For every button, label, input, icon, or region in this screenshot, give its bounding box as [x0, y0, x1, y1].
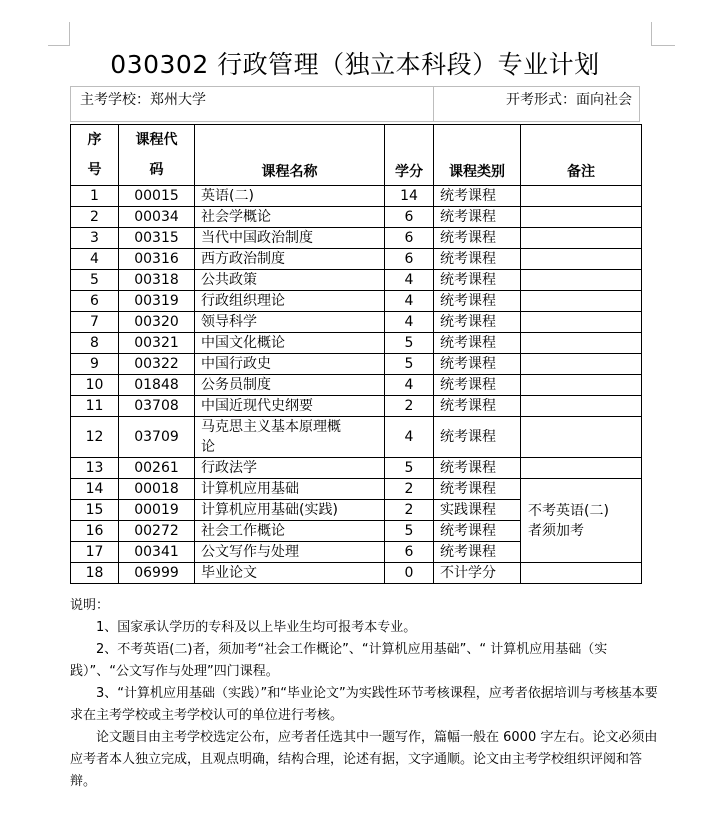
cell-category: 统考课程 — [434, 542, 521, 563]
crop-mark-left-h — [48, 45, 70, 46]
cell-credits: 2 — [385, 396, 434, 417]
cell-name: 毕业论文 — [195, 563, 385, 584]
cell-code: 00034 — [119, 207, 195, 228]
cell-code: 03708 — [119, 396, 195, 417]
cell-no: 9 — [71, 354, 119, 375]
cell-remark — [521, 249, 642, 270]
cell-no: 11 — [71, 396, 119, 417]
cell-name: 中国行政史 — [195, 354, 385, 375]
cell-credits: 2 — [385, 479, 434, 500]
cell-name-line1: 马克思主义基本原理概 — [201, 419, 341, 435]
cell-credits: 6 — [385, 228, 434, 249]
cell-category: 统考课程 — [434, 291, 521, 312]
cell-name: 领导科学 — [195, 312, 385, 333]
crop-mark-right-h — [651, 45, 675, 46]
header-category: 课程类别 — [434, 125, 521, 186]
cell-code: 00320 — [119, 312, 195, 333]
cell-no: 1 — [71, 186, 119, 207]
cell-code: 00261 — [119, 458, 195, 479]
table-row — [71, 417, 642, 458]
cell-code: 00322 — [119, 354, 195, 375]
cell-credits: 14 — [385, 186, 434, 207]
cell-category: 不计学分 — [434, 563, 521, 584]
cell-no: 13 — [71, 458, 119, 479]
cell-remark — [521, 396, 642, 417]
cell-category: 统考课程 — [434, 479, 521, 500]
cell-name: 英语(二) — [195, 186, 385, 207]
header-info-grid — [70, 86, 640, 122]
cell-name: 西方政治制度 — [195, 249, 385, 270]
cell-remark — [521, 186, 642, 207]
cell-category: 统考课程 — [434, 375, 521, 396]
table-row — [71, 312, 642, 333]
cell-category: 统考课程 — [434, 270, 521, 291]
cell-credits: 6 — [385, 207, 434, 228]
cell-name: 中国文化概论 — [195, 333, 385, 354]
cell-credits: 5 — [385, 521, 434, 542]
cell-name-line2: 论 — [201, 439, 215, 455]
note-item-1: 1、国家承认学历的专科及以上毕业生均可报考本专业。 — [96, 620, 417, 635]
cell-code: 01848 — [119, 375, 195, 396]
cell-credits: 4 — [385, 270, 434, 291]
cell-remark-merged — [521, 479, 642, 563]
cell-remark — [521, 458, 642, 479]
header-code-line2: 码 — [149, 162, 164, 178]
cell-no: 4 — [71, 249, 119, 270]
table-row — [71, 354, 642, 375]
cell-category: 统考课程 — [434, 458, 521, 479]
cell-name: 公文写作与处理 — [195, 542, 385, 563]
cell-name — [195, 417, 385, 458]
school-label: 主考学校：郑州大学 — [80, 92, 206, 108]
cell-name: 社会学概论 — [195, 207, 385, 228]
cell-category: 统考课程 — [434, 354, 521, 375]
table-row — [71, 249, 642, 270]
note-item-4: 论文题目由主考学校选定公布，应考者任选其中一题写作，篇幅一般在 6000 字左右。论文必须由应考者本人独立完成，且观点明确，结构合理，论述有据，文字通顺。论文由主考学校组织评阅和答辩。 — [70, 730, 658, 789]
cell-no: 2 — [71, 207, 119, 228]
table-row — [71, 186, 642, 207]
header-credits: 学分 — [385, 125, 434, 186]
cell-credits: 5 — [385, 354, 434, 375]
cell-code: 00319 — [119, 291, 195, 312]
cell-category: 统考课程 — [434, 207, 521, 228]
cell-name: 计算机应用基础(实践) — [195, 500, 385, 521]
cell-name: 当代中国政治制度 — [195, 228, 385, 249]
table-row — [71, 375, 642, 396]
header-seq — [71, 125, 119, 186]
cell-credits: 6 — [385, 249, 434, 270]
remark-line2: 者须加考 — [528, 522, 584, 539]
cell-remark — [521, 354, 642, 375]
remark-line1: 不考英语(二) — [528, 502, 609, 519]
header-code — [119, 125, 195, 186]
cell-remark — [521, 228, 642, 249]
cell-credits: 0 — [385, 563, 434, 584]
header-remark: 备注 — [521, 125, 642, 186]
cell-name: 中国近现代史纲要 — [195, 396, 385, 417]
cell-code: 00272 — [119, 521, 195, 542]
cell-category: 统考课程 — [434, 228, 521, 249]
note-item-2: 2、不考英语(二)者，须加考“社会工作概论”、“计算机应用基础”、“ 计算机应用基础（实践）”、“公文写作与处理”四门课程。 — [70, 642, 608, 679]
cell-category: 统考课程 — [434, 521, 521, 542]
cell-category: 实践课程 — [434, 500, 521, 521]
course-plan-table — [70, 124, 642, 584]
cell-no: 16 — [71, 521, 119, 542]
notes-heading: 说明： — [70, 598, 110, 613]
cell-credits: 4 — [385, 291, 434, 312]
cell-code: 00318 — [119, 270, 195, 291]
notes-section — [70, 595, 660, 793]
cell-name: 公务员制度 — [195, 375, 385, 396]
cell-remark — [521, 291, 642, 312]
cell-credits: 5 — [385, 458, 434, 479]
cell-code: 06999 — [119, 563, 195, 584]
cell-code: 00015 — [119, 186, 195, 207]
cell-name: 计算机应用基础 — [195, 479, 385, 500]
table-row — [71, 563, 642, 584]
cell-name: 公共政策 — [195, 270, 385, 291]
table-row — [71, 396, 642, 417]
table-row — [71, 291, 642, 312]
table-row — [71, 333, 642, 354]
crop-mark-left-v — [69, 22, 70, 46]
cell-name: 行政组织理论 — [195, 291, 385, 312]
cell-category: 统考课程 — [434, 333, 521, 354]
cell-remark — [521, 417, 642, 458]
cell-no: 8 — [71, 333, 119, 354]
cell-no: 6 — [71, 291, 119, 312]
cell-no: 14 — [71, 479, 119, 500]
cell-no: 17 — [71, 542, 119, 563]
header-seq-line1: 序 — [87, 132, 102, 148]
cell-code: 03709 — [119, 417, 195, 458]
header-name: 课程名称 — [195, 125, 385, 186]
table-header-row — [71, 125, 642, 186]
cell-code: 00315 — [119, 228, 195, 249]
cell-code: 00321 — [119, 333, 195, 354]
cell-no: 7 — [71, 312, 119, 333]
cell-credits: 4 — [385, 375, 434, 396]
header-code-line1: 课程代 — [135, 132, 178, 148]
cell-remark — [521, 312, 642, 333]
cell-remark — [521, 270, 642, 291]
note-item-3: 3、“计算机应用基础（实践）”和“毕业论文”为实践性环节考核课程，应考者依据培训与考核基本要求在主考学校或主考学校认可的单位进行考核。 — [70, 686, 658, 723]
cell-credits: 4 — [385, 312, 434, 333]
cell-category: 统考课程 — [434, 417, 521, 458]
table-row — [71, 207, 642, 228]
cell-category: 统考课程 — [434, 312, 521, 333]
table-row — [71, 479, 642, 500]
cell-code: 00341 — [119, 542, 195, 563]
cell-credits: 2 — [385, 500, 434, 521]
cell-code: 00316 — [119, 249, 195, 270]
cell-remark — [521, 375, 642, 396]
document-title: 030302 行政管理（独立本科段）专业计划 — [110, 50, 600, 79]
header-seq-line2: 号 — [87, 162, 102, 178]
cell-credits: 4 — [385, 417, 434, 458]
cell-category: 统考课程 — [434, 186, 521, 207]
crop-mark-right-v — [651, 22, 652, 46]
cell-code: 00018 — [119, 479, 195, 500]
table-row — [71, 228, 642, 249]
header-divider — [433, 87, 434, 121]
cell-no: 5 — [71, 270, 119, 291]
cell-credits: 5 — [385, 333, 434, 354]
cell-remark — [521, 207, 642, 228]
cell-credits: 6 — [385, 542, 434, 563]
table-row — [71, 270, 642, 291]
cell-no: 10 — [71, 375, 119, 396]
cell-category: 统考课程 — [434, 249, 521, 270]
cell-name: 社会工作概论 — [195, 521, 385, 542]
table-row — [71, 458, 642, 479]
cell-category: 统考课程 — [434, 396, 521, 417]
exam-form-label: 开考形式：面向社会 — [506, 92, 632, 108]
cell-code: 00019 — [119, 500, 195, 521]
cell-name: 行政法学 — [195, 458, 385, 479]
cell-no: 15 — [71, 500, 119, 521]
cell-no: 3 — [71, 228, 119, 249]
cell-remark — [521, 563, 642, 584]
cell-no: 18 — [71, 563, 119, 584]
cell-no: 12 — [71, 417, 119, 458]
cell-remark — [521, 333, 642, 354]
